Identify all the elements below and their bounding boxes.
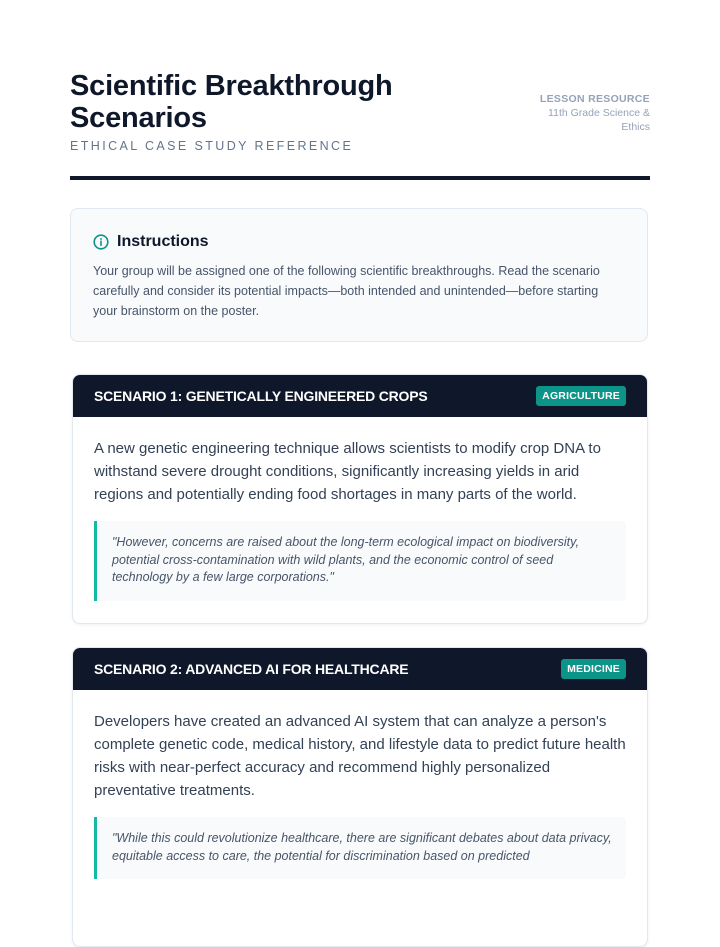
instructions-title: Instructions bbox=[117, 233, 209, 250]
scenario-title: SCENARIO 1: GENETICALLY ENGINEERED CROPS bbox=[94, 388, 428, 404]
header bbox=[70, 0, 650, 180]
scenario-title: SCENARIO 2: ADVANCED AI FOR HEALTHCARE bbox=[94, 661, 409, 677]
scenario-header bbox=[73, 648, 647, 690]
scenario-description: A new genetic engineering technique allows scientists to modify crop DNA to withstand severe drought conditions, significantly increasing yields in arid regions and potentially ending food shortages in many parts of the world. bbox=[94, 440, 601, 503]
scenario-header bbox=[73, 375, 647, 417]
lesson-meta bbox=[520, 92, 650, 134]
category-badge: MEDICINE bbox=[561, 659, 626, 679]
quote-text: "However, concerns are raised about the long-term ecological impact on biodiversity, potential cross-contamination with wild plants, and the economic control of seed technology by a few large corporations." bbox=[112, 535, 579, 584]
header-divider bbox=[70, 176, 650, 180]
scenario-card bbox=[72, 647, 648, 947]
scenario-card bbox=[72, 374, 648, 624]
meta-label: LESSON RESOURCE bbox=[539, 93, 650, 105]
page bbox=[70, 0, 650, 863]
instructions-text: Your group will be assigned one of the following scientific breakthroughs. Read the scenario carefully and consider its potential impacts—both intended and unintended—before starting your brainstorm on the poster. bbox=[93, 264, 600, 318]
scenario-quote bbox=[94, 817, 626, 879]
info-icon bbox=[93, 234, 109, 250]
instructions-box bbox=[70, 208, 648, 342]
scenario-body bbox=[73, 417, 647, 621]
scenario-description: Developers have created an advanced AI system that can analyze a person's complete genetic code, medical history, and lifestyle data to predict future health risks with near-perfect accuracy and recommend highly personalized preventative treatments. bbox=[94, 713, 626, 799]
scenario-quote bbox=[94, 521, 626, 601]
meta-value: 11th Grade Science & Ethics bbox=[548, 107, 650, 133]
scenario-body bbox=[73, 690, 647, 899]
category-badge: AGRICULTURE bbox=[536, 386, 626, 406]
instructions-heading bbox=[93, 233, 209, 251]
page-subtitle: ETHICAL CASE STUDY REFERENCE bbox=[70, 139, 354, 153]
quote-text: "While this could revolutionize healthcare, there are significant debates about data privacy, equitable access to care, the potential for discrimination based on predicted bbox=[112, 831, 612, 863]
page-title: Scientific Breakthrough Scenarios bbox=[70, 70, 393, 134]
